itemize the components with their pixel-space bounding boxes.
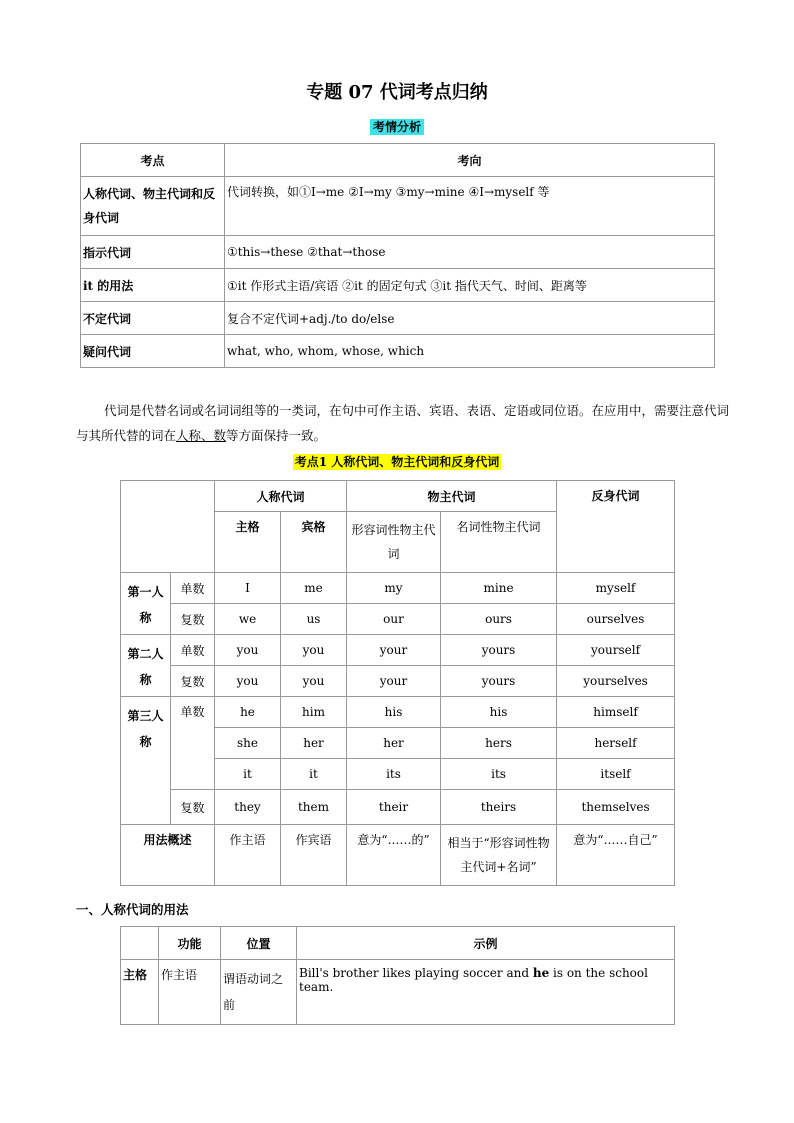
cell: me	[281, 573, 347, 604]
cell: itself	[557, 759, 675, 790]
cell: they	[215, 790, 281, 825]
cell: them	[281, 790, 347, 825]
direction-cell: ①this→these ②that→those	[225, 236, 715, 269]
point-cell: 指示代词	[81, 236, 225, 269]
point-cell: 人称代词、物主代词和反身代词	[81, 177, 225, 236]
subsection-heading: 一、人称代词的用法	[76, 902, 189, 917]
cell: him	[281, 697, 347, 728]
number-plural: 复数	[171, 604, 215, 635]
point-cell: 不定代词	[81, 302, 225, 335]
cell: you	[215, 666, 281, 697]
usage-cell: 作主语	[215, 825, 281, 886]
intro-underlined: 人称、数	[176, 428, 227, 443]
example-text-pre: Bill's brother likes playing soccer and	[299, 966, 533, 980]
intro-paragraph	[76, 398, 732, 448]
number-singular: 单数	[171, 697, 215, 790]
point-cell: it 的用法	[81, 269, 225, 302]
number-singular: 单数	[171, 573, 215, 604]
header-adj-possessive: 形容词性物主代词	[347, 512, 441, 573]
point-cell: 疑问代词	[81, 335, 225, 368]
person-second: 第二人称	[121, 635, 171, 697]
person-first: 第一人称	[121, 573, 171, 635]
position-cell: 谓语动词之前	[221, 960, 297, 1025]
header-direction: 考向	[225, 144, 715, 177]
cell: yourselves	[557, 666, 675, 697]
direction-cell: 复合不定代词+adj./to do/else	[225, 302, 715, 335]
usage-cell: 作宾语	[281, 825, 347, 886]
cell: themselves	[557, 790, 675, 825]
section-tag	[0, 118, 794, 135]
header-point: 考点	[81, 144, 225, 177]
direction-cell: 代词转换，如①I→me ②I→my ③my→mine ④I→myself 等	[225, 177, 715, 236]
header-noun-possessive: 名词性物主代词	[441, 512, 557, 573]
cell: her	[347, 728, 441, 759]
cell: you	[281, 666, 347, 697]
section-heading-1	[0, 453, 794, 470]
intro-text-2: 等方面保持一致。	[226, 428, 327, 443]
cell: she	[215, 728, 281, 759]
header-function: 功能	[159, 927, 221, 960]
cell: it	[281, 759, 347, 790]
person-third: 第三人称	[121, 697, 171, 825]
intro-text-1: 代词是代替名词或名词词组等的一类词，在句中可作主语、宾语、表语、定语或同位语。在应用中，需要注意代词与其所代替的词在	[76, 403, 730, 443]
direction-cell: what, who, whom, whose, which	[225, 335, 715, 368]
header-possessive: 物主代词	[347, 481, 557, 512]
usage-label: 用法概述	[121, 825, 215, 886]
cell: it	[215, 759, 281, 790]
header-subject: 主格	[215, 512, 281, 573]
table-row	[121, 604, 675, 635]
cell: its	[347, 759, 441, 790]
cell: ourselves	[557, 604, 675, 635]
section-tag-label: 考情分析	[370, 119, 424, 135]
table-header-row	[121, 927, 675, 960]
cell: yourself	[557, 635, 675, 666]
table-row	[121, 697, 675, 728]
cell: he	[215, 697, 281, 728]
cell: you	[281, 635, 347, 666]
exam-analysis-table	[80, 143, 715, 368]
number-plural: 复数	[171, 666, 215, 697]
table-row	[121, 666, 675, 697]
number-plural: 复数	[171, 790, 215, 825]
usage-row	[121, 825, 675, 886]
cell: I	[215, 573, 281, 604]
cell: his	[441, 697, 557, 728]
cell: we	[215, 604, 281, 635]
cell: its	[441, 759, 557, 790]
table-row	[81, 302, 715, 335]
cell: ours	[441, 604, 557, 635]
cell: your	[347, 666, 441, 697]
cell: us	[281, 604, 347, 635]
cell: yours	[441, 635, 557, 666]
cell: himself	[557, 697, 675, 728]
pronoun-table	[120, 480, 675, 886]
cell: your	[347, 635, 441, 666]
cell: my	[347, 573, 441, 604]
example-text-post: is on the school team.	[299, 966, 648, 994]
table-row	[121, 573, 675, 604]
cell: his	[347, 697, 441, 728]
usage-cell: 意为“……的”	[347, 825, 441, 886]
header-position: 位置	[221, 927, 297, 960]
page-title: 专题 07 代词考点归纳	[306, 82, 488, 103]
cell: mine	[441, 573, 557, 604]
table-row	[81, 177, 715, 236]
cell: yours	[441, 666, 557, 697]
table-row	[81, 236, 715, 269]
table-header-row	[81, 144, 715, 177]
header-row	[121, 481, 675, 512]
example-cell	[297, 960, 675, 1025]
usage-cell: 相当于“形容词性物主代词+名词”	[441, 825, 557, 886]
header-reflexive: 反身代词	[557, 481, 675, 573]
table-row	[81, 269, 715, 302]
cell: hers	[441, 728, 557, 759]
function-cell: 作主语	[159, 960, 221, 1025]
section-heading-label: 考点1 人称代词、物主代词和反身代词	[294, 455, 500, 469]
cell: our	[347, 604, 441, 635]
cell: theirs	[441, 790, 557, 825]
number-singular: 单数	[171, 635, 215, 666]
usage-table	[120, 926, 675, 1025]
corner-cell	[121, 481, 215, 573]
example-text-bold: he	[532, 966, 550, 980]
header-personal: 人称代词	[215, 481, 347, 512]
usage-cell: 意为“……自己”	[557, 825, 675, 886]
table-row	[121, 790, 675, 825]
cell: you	[215, 635, 281, 666]
header-empty	[121, 927, 159, 960]
table-row	[121, 960, 675, 1025]
table-row	[121, 635, 675, 666]
cell: their	[347, 790, 441, 825]
header-example: 示例	[297, 927, 675, 960]
header-object: 宾格	[281, 512, 347, 573]
row-label: 主格	[121, 960, 159, 1025]
direction-cell: ①it 作形式主语/宾语 ②it 的固定句式 ③it 指代天气、时间、距离等	[225, 269, 715, 302]
cell: herself	[557, 728, 675, 759]
cell: myself	[557, 573, 675, 604]
table-row	[81, 335, 715, 368]
cell: her	[281, 728, 347, 759]
